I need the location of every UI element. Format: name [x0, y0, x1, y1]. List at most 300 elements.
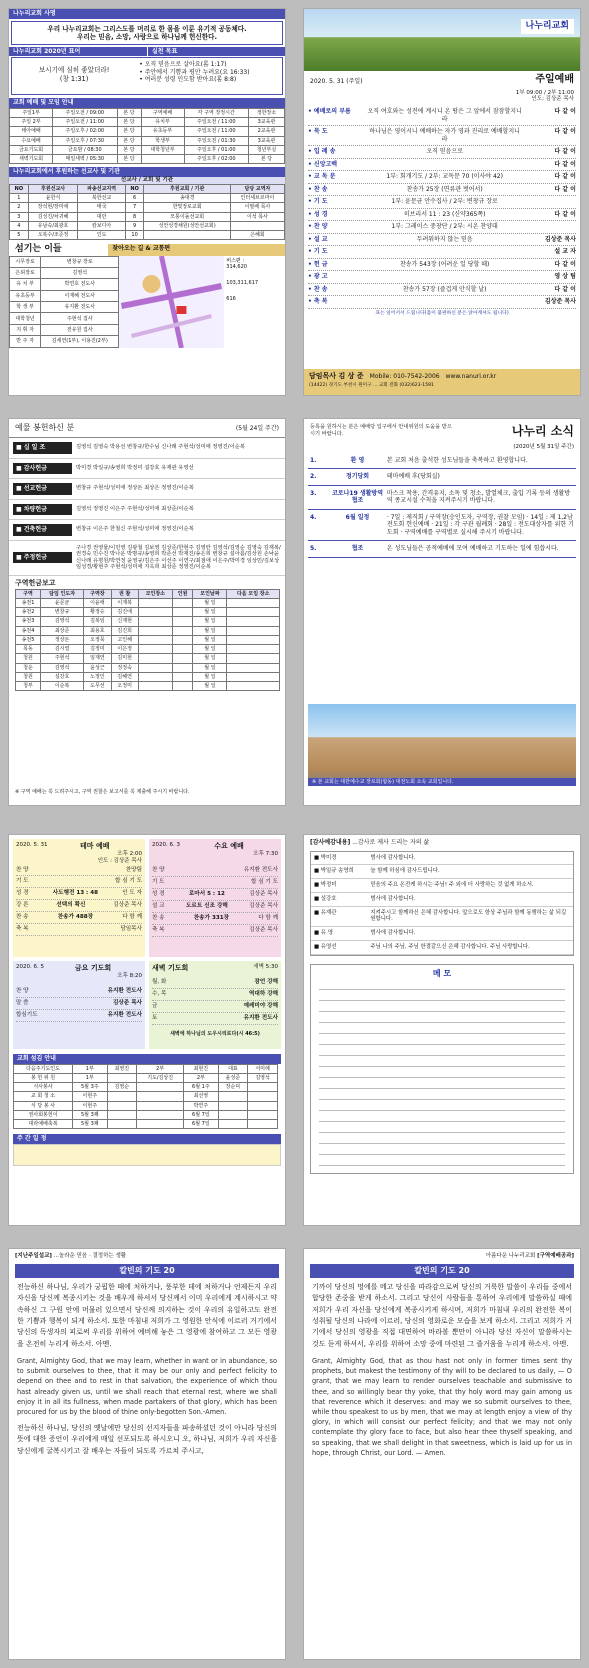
- thanks-item: [311, 852, 573, 866]
- table-cell: 1부: [73, 1073, 107, 1082]
- service-row: [152, 865, 278, 877]
- order-item: [308, 159, 576, 172]
- table-cell: [107, 1101, 137, 1110]
- table-cell: 대만: [78, 212, 125, 221]
- service-cell: 다 함 께: [258, 914, 278, 921]
- order-item: [308, 209, 576, 222]
- table-cell: 대표: [218, 1064, 248, 1073]
- table-cell: 정정숙: [111, 663, 138, 672]
- table-cell: 5: [10, 231, 29, 240]
- memo-line: [319, 1100, 565, 1111]
- table-cell: 주일오후 / 02:00: [184, 155, 248, 164]
- table-cell: 김영석: [40, 663, 83, 672]
- district-report-table: [15, 589, 280, 692]
- order-item: [308, 221, 576, 234]
- service-cell: 말 씀: [16, 999, 29, 1006]
- table-cell: 장순덕: [218, 1083, 248, 1092]
- staff-row: [10, 336, 119, 347]
- church-building-photo: [308, 704, 576, 786]
- table-cell: 대학청년부: [141, 145, 184, 154]
- news-number: 5.: [310, 545, 317, 553]
- wed-time: 오후 7:30: [253, 850, 278, 857]
- table-cell: 신재현: [111, 617, 138, 626]
- table-cell: 월 일: [193, 635, 227, 644]
- table-cell: 오정미: [111, 682, 138, 691]
- pastor-name: 담임목사 김 상 준: [309, 372, 364, 380]
- service-row: [16, 888, 142, 900]
- service-cell: 사도행전 13 : 48: [52, 890, 99, 897]
- church-map: [119, 256, 224, 348]
- offering-type: ■ 감사헌금: [13, 463, 72, 475]
- table-cell: 대라예배축복: [14, 1120, 73, 1129]
- table-cell: 설강호: [40, 672, 83, 681]
- vision-line: 우리는 믿음, 소망, 사랑으로 하나님께 헌신한다.: [76, 32, 217, 41]
- memo-line: [319, 1078, 565, 1089]
- table-cell: 3교육관: [249, 118, 285, 127]
- table-cell: [138, 635, 172, 644]
- offering-names: 변창규 주현석/성미애 정상돈 최상은 정영진/이순복: [75, 485, 194, 492]
- goal-item: • 오직 믿음으로 살아요(롬 1:17): [139, 61, 227, 69]
- mission-heading: 나누리교회에서 후원하는 선교사 및 기관: [9, 167, 285, 177]
- table-cell: 월 일: [193, 598, 227, 607]
- table-cell: 구역: [16, 589, 41, 598]
- table-cell: [172, 598, 193, 607]
- table-cell: 김세연(1부), 이용진(2부): [41, 336, 119, 347]
- service-cell: 토: [152, 1014, 158, 1021]
- table-cell: 고인혜: [111, 635, 138, 644]
- order-label: • 묵 도: [308, 128, 328, 136]
- service-cell: 김상준 목사: [249, 926, 278, 933]
- table-cell: [172, 608, 193, 617]
- order-item: [308, 196, 576, 209]
- table-cell: 김시열: [40, 645, 83, 654]
- service-cell: 역대하 강해: [249, 990, 278, 997]
- table-cell: 월 일: [193, 682, 227, 691]
- table-cell: 황정승: [84, 608, 111, 617]
- week-heading: 주 간 일 정: [13, 1134, 281, 1144]
- table-cell: 김영석: [41, 267, 119, 278]
- table-cell: 대학청년: [10, 313, 41, 324]
- table-cell: [138, 608, 172, 617]
- table-cell: 후원교회 / 기관: [144, 184, 230, 193]
- page-3-offerings: [8, 418, 286, 806]
- thanks-name: ■ 박정미: [314, 882, 337, 888]
- table-cell: 최현진: [184, 1064, 218, 1073]
- staff-row: [10, 302, 119, 313]
- table-cell: 북한선교: [78, 194, 125, 203]
- report-row: [16, 663, 280, 672]
- dawn-verse: 새벽에 하나님의 도우시리로다(시 46:5): [170, 1030, 260, 1037]
- church-website[interactable]: www.nanuri.or.kr: [445, 373, 497, 380]
- order-by: 다 같 이: [554, 185, 576, 193]
- staff-row: [10, 267, 119, 278]
- service-cell: 유지환 전도사: [107, 987, 142, 994]
- table-cell: 윤한식: [28, 194, 78, 203]
- mission-table: [9, 184, 285, 241]
- table-cell: [230, 221, 284, 230]
- table-cell: [227, 672, 280, 681]
- table-cell: 주일오후 / 07:30: [53, 136, 117, 145]
- table-cell: 본 당: [249, 155, 285, 164]
- table-cell: 유지환 전도사: [41, 302, 119, 313]
- table-cell: 시무장로: [10, 256, 41, 267]
- sermon-subheader: ...놀라운 믿음 · 결정하는 생활: [53, 1253, 127, 1259]
- news-content: 온 성도님들은 공적예배에 모여 예배하고 기도하는 일에 힘씁시다.: [386, 545, 559, 553]
- service-cell: 합 심 기 도: [251, 878, 278, 885]
- table-cell: 본 당: [117, 155, 141, 164]
- report-title: 구역헌금보고: [15, 578, 56, 587]
- table-cell: 후원선교사: [28, 184, 78, 193]
- table-cell: 인터셰브르마이: [230, 194, 284, 203]
- news-label: 6월 일정: [345, 513, 370, 521]
- thanks-name: ■ 박미경: [314, 854, 337, 861]
- report-row: [16, 654, 280, 663]
- order-content: 하나님은 영이시니 예배하는 자가 영과 진리로 예배할지니라: [369, 128, 520, 143]
- service-row: [16, 876, 142, 888]
- table-cell: 6월 1주: [184, 1083, 218, 1092]
- service-cell: 담임목사: [120, 926, 142, 933]
- report-row: [16, 598, 280, 607]
- table-cell: 유남숙/최광호: [28, 221, 78, 230]
- memo-line: [319, 1155, 565, 1166]
- news-item: [308, 486, 576, 510]
- offering-row: [9, 541, 285, 576]
- service-cell: 찬 송: [16, 914, 29, 921]
- table-cell: [137, 1110, 184, 1119]
- thanks-text: 지켜주시고 함께하신 은혜 감사합니다. 앞으로도 항상 주님과 함께 동행하는 삶 되길 원합니다.: [370, 909, 567, 923]
- order-by: 다 같 이: [554, 128, 576, 136]
- service-row: [16, 998, 142, 1010]
- service-date: 2020. 5. 31 (주일): [310, 78, 363, 85]
- table-cell: 본 당: [117, 136, 141, 145]
- table-cell: 목동: [16, 645, 41, 654]
- fri-title: 금요 기도회: [74, 964, 112, 972]
- table-cell: [218, 1120, 248, 1129]
- table-cell: 5월 3째: [73, 1120, 107, 1129]
- table-cell: [107, 1092, 137, 1101]
- table-cell: 주일오전 / 11:00: [53, 118, 117, 127]
- table-cell: [248, 1110, 278, 1119]
- table-cell: [172, 663, 193, 672]
- table-cell: [218, 1110, 248, 1119]
- lesson-header: 아름다운 나누리교회: [485, 1253, 536, 1259]
- table-cell: 금요기도회: [10, 145, 53, 154]
- order-item: [308, 184, 576, 197]
- order-by: 다 같 이: [554, 160, 576, 168]
- table-cell: [137, 1101, 184, 1110]
- table-cell: 인원: [172, 589, 193, 598]
- table-cell: 모인장소: [138, 589, 172, 598]
- memo-line: [319, 1133, 565, 1144]
- table-cell: [248, 1092, 278, 1101]
- table-cell: [227, 626, 280, 635]
- table-cell: 김미현: [111, 654, 138, 663]
- table-cell: 변창규: [40, 608, 83, 617]
- table-cell: 주일오후 / 02:00: [53, 127, 117, 136]
- order-by: 다 같 이: [554, 108, 576, 116]
- order-content: 오직 믿음으로: [426, 148, 464, 156]
- staff-row: [10, 290, 119, 301]
- mission-row: [10, 194, 285, 203]
- thanks-item: [311, 879, 573, 893]
- order-label: • 설 교: [308, 235, 328, 243]
- offering-title: 예물 봉헌하신 분: [15, 423, 75, 432]
- field-photo: [304, 9, 580, 71]
- offering-date: (5월 24일 주간): [235, 425, 279, 432]
- fri-date: 2020. 6. 5: [16, 964, 44, 970]
- prayer-korean: 기까이 당신의 멍에를 메고 당신을 따라감으로써 당신의 거룩한 말씀이 우리들 중에서 합당한 존중을 받게 하소서. 그리고 당신이 사람들을 통하여 우리에게 말씀하실 때에 저희가 우리 자신을 당신에게 복종시키게 하시며, 저희가 마침내 우리의 완전한 복이 성취될 당신의 나라에 이르러, 당신의 영화로운 모습을 보게 하소서. 그리고 저희가 거기에서 당신의 영광을 직접 대면하여 바라볼 뿐만이 아니라 당신 자신이 말씀하시는 것도 듣게 하셔서, 우리를 위하여 소망 중에 마련된 그 즐거움을 누리게 하소서. 아멘.: [312, 1282, 572, 1348]
- table-cell: 장석현/장미애: [28, 203, 78, 212]
- service-row: [152, 901, 278, 913]
- service-cell: 합 심 기 도: [115, 878, 142, 885]
- table-cell: [172, 617, 193, 626]
- order-content: 오직 여호와는 성전에 계시니 온 땅은 그 앞에서 잠잠할지니라: [367, 108, 522, 123]
- offering-row: [9, 459, 285, 480]
- bus-route: 616: [226, 296, 236, 303]
- duty-row: [14, 1064, 278, 1073]
- order-content: [367, 161, 522, 169]
- motto-text: 보시기에 심히 좋았더라!: [38, 66, 110, 75]
- order-item: [308, 271, 576, 284]
- prayer-korean-continued: 전능하신 하나님, 당신의 옛날에만 당신의 선지자들을 파송하셨던 것이 아니라 당신의 뜻에 대한 증언이 우리에게 매일 선포되도록 하시오니 오, 하나님, 저희가 우리 자신을 당신에게 굴복시키고 잘 배우는 자들이 되도록 가르쳐 주시고,: [17, 1424, 277, 1455]
- service-row: [152, 1001, 278, 1013]
- worship-row: [10, 118, 285, 127]
- order-label: • 헌 금: [308, 260, 328, 268]
- table-cell: 각 구역 장정시간: [184, 108, 248, 117]
- table-cell: 주일오전 / 09:00: [53, 108, 117, 117]
- table-cell: [172, 626, 193, 635]
- table-cell: 서미례: [248, 1064, 278, 1073]
- offering-names: 김영석 김영숙 박용선 변창규/한수님 신나래 주현석/성미애 정영진/이순복: [75, 444, 245, 451]
- order-by: 다 같 이: [554, 260, 576, 268]
- order-by: 영 상 팀: [554, 273, 576, 281]
- lesson-subheader: [구역예배공과]: [537, 1253, 574, 1259]
- table-cell: 이재복: [111, 598, 138, 607]
- thanks-item: [311, 865, 573, 879]
- mission-sub: 선교사 / 교회 및 기관: [9, 177, 285, 184]
- service-row: [16, 986, 142, 998]
- table-cell: 2부: [137, 1064, 184, 1073]
- thanks-name: ■ 설강호: [314, 895, 337, 902]
- order-item: [308, 106, 576, 126]
- order-label: • 광 고: [308, 273, 328, 281]
- table-cell: [227, 663, 280, 672]
- service-cell: 설 교: [152, 902, 165, 909]
- motto-box: [12, 58, 136, 94]
- offering-type: ■ 십 일 조: [13, 442, 72, 454]
- service-cell: 도르트 신조 강해: [186, 902, 228, 909]
- news-label: 정기당회: [345, 473, 370, 481]
- table-cell: [227, 654, 280, 663]
- news-content: 마스크 착용, 간격유지, 소독 및 청소, 발열체크, 출입 기록 등의 생활방역 종교시설 수칙을 지켜주시기 바랍니다.: [386, 489, 571, 505]
- service-cell: 찬 양: [152, 866, 165, 873]
- table-cell: [227, 617, 280, 626]
- table-cell: 구역장: [84, 589, 111, 598]
- service-cell: 예레미야 강해: [243, 1002, 278, 1009]
- table-cell: 도무선: [84, 682, 111, 691]
- prayer-title: 칼빈의 기도 20: [15, 1264, 279, 1278]
- order-by: [522, 223, 576, 231]
- order-item: [308, 146, 576, 159]
- order-content: 1부: 회개기도 / 2부: 교독문 70 (이사야 42): [386, 173, 503, 181]
- memo-line: [319, 1144, 565, 1155]
- memo-line: [319, 1034, 565, 1045]
- table-cell: 청원: [16, 672, 41, 681]
- news-item: [308, 453, 576, 470]
- news-label: 코로나19 생활방역 협조: [332, 489, 384, 505]
- news-content: · 7일 : 제직회 / 구역장(승인도자, 구역장, 권찰 모임) · 14일 : 제 1,2남전도회 헌신예배 · 21일 : 각 구관 월례회 · 28일 : 전도대상자를 위한 기도회 · 구역예배를 구역별로 실시해 주시기 바랍니다.: [386, 513, 574, 536]
- table-cell: 윤성준: [218, 1073, 248, 1082]
- thanks-name: ■ 유 영: [314, 930, 333, 936]
- order-label: • 찬 송: [308, 285, 328, 293]
- report-row: [16, 626, 280, 635]
- goal-item: • 여러분 성령 인도함 받아요(롬 8:8): [139, 76, 237, 84]
- table-cell: [172, 635, 193, 644]
- table-cell: 학 생 부: [10, 302, 41, 313]
- news-content: 본 교회 처음 출석한 성도님들을 축복하고 환영합니다.: [386, 456, 528, 464]
- prayer-title: 칼빈의 기도 20: [310, 1264, 574, 1278]
- table-cell: 은혜회: [230, 231, 284, 240]
- order-by: [522, 198, 576, 206]
- order-label: • 신앙고백: [308, 160, 338, 168]
- motto-ref: (창 1:31): [59, 74, 89, 83]
- table-cell: 7: [125, 203, 144, 212]
- table-cell: 3교육관: [249, 136, 285, 145]
- bus-title: 버스편 :: [226, 257, 245, 264]
- memo-line: [319, 1089, 565, 1100]
- offering-row: [9, 479, 285, 500]
- service-row: [152, 925, 278, 937]
- table-cell: 송천1: [16, 598, 41, 607]
- table-cell: 유초등부: [10, 290, 41, 301]
- service-row: [152, 877, 278, 889]
- order-of-service: [304, 106, 580, 309]
- goal-item: • 주안에서 기쁨과 평안 누려요(요 16:33): [139, 68, 250, 76]
- report-footer: ※ 구역 예배는 꼭 드려주시고, 구역 권찰은 보고서를 꼭 제출해 주시기 바랍니다.: [15, 788, 190, 795]
- news-title: 나누리 소식: [511, 424, 574, 438]
- memo-title: 메 모: [432, 968, 452, 978]
- service-title: 주일예배: [535, 74, 574, 85]
- order-content: 찬송가 543장 (어려운 일 당할 때): [399, 260, 490, 268]
- table-cell: [137, 1083, 184, 1092]
- service-cell: 금: [152, 1002, 158, 1009]
- page-6-thanks: [303, 834, 581, 1226]
- goal-list: [136, 58, 282, 94]
- table-cell: 윤문균: [40, 598, 83, 607]
- table-cell: 김진애: [111, 608, 138, 617]
- table-cell: 송천2: [16, 608, 41, 617]
- staff-row: [10, 279, 119, 290]
- service-cell: 성 경: [152, 890, 165, 897]
- goal-heading: 실천 목표: [147, 47, 285, 57]
- memo-line: [319, 1122, 565, 1133]
- news-date: (2020년 5월 31일 주간): [513, 444, 574, 450]
- order-content: 찬송가 25장 (면류관 벗어서): [406, 185, 483, 193]
- table-cell: 김정미: [84, 645, 111, 654]
- table-cell: 월 일: [193, 654, 227, 663]
- thanks-list: [310, 851, 574, 956]
- order-content: 1부: 윤문균 안수집사 / 2부: 변창규 장로: [391, 198, 498, 206]
- duty-row: [14, 1110, 278, 1119]
- thanks-item: [311, 893, 573, 907]
- service-cell: 김상준 목사: [249, 890, 278, 897]
- service-cell: 유지환 전도사: [243, 1014, 278, 1021]
- service-cell: 찬송가 331장: [193, 914, 230, 921]
- table-cell: 윤성근: [84, 663, 111, 672]
- table-cell: 주일 2부: [10, 118, 53, 127]
- sermon-header: [지난주일설교]: [15, 1253, 52, 1259]
- service-leader: 인도: 김상준 목사: [531, 96, 574, 103]
- worship-row: [10, 108, 285, 117]
- table-cell: [218, 1092, 248, 1101]
- table-cell: 주일오전 / 01:30: [184, 136, 248, 145]
- order-content: 1부: 그레이스 중창단 / 2부: 시온 찬양대: [391, 223, 498, 231]
- order-item: [308, 126, 576, 146]
- table-cell: 새벽기도회: [10, 155, 53, 164]
- service-row: [152, 977, 278, 989]
- table-cell: 송천3: [16, 617, 41, 626]
- order-content: [367, 298, 522, 306]
- theme-leader: 인도 : 김상준 목사: [97, 857, 142, 864]
- order-label: • 찬 송: [308, 185, 328, 193]
- table-cell: 월 일: [193, 608, 227, 617]
- vision-box: [11, 21, 283, 45]
- table-cell: 6월 7일: [184, 1120, 218, 1129]
- table-cell: 모퉁이돌선교회: [144, 212, 230, 221]
- table-cell: 주일오전 / 11:00: [184, 127, 248, 136]
- news-number: 3.: [310, 489, 317, 497]
- table-cell: 김영석: [248, 1073, 278, 1082]
- offering-list: [9, 438, 285, 576]
- photo-caption: ※ 본 교회는 대한예수교 장로회(합동) 대전노회 소속 교회입니다.: [308, 778, 576, 786]
- table-cell: [172, 672, 193, 681]
- prayer-english: Grant, Almighty God, that as thou hast not only in former times sent thy prophets, but makest the testimony of thy will to be declared to us daily, — O grant, that we may learn to render ourselves teachable and submissive to thee, and so willingly bear thy yoke, that thy holy word may gain among us that reverence which it deserves: and may we so submit ourselves to thee, while thou speakest to us by men, that we may at length enjoy a view of thy glory, in which will consist our perfect felicity; and that we may not only contemplate thy glory face to face, but also hear thee thyself speaking, and so speaking, that we shall delight in that sweetness, which is laid up for us in hope, through Christ, our Lord. — Amen.: [312, 1356, 572, 1457]
- table-cell: 권사회봉헌이: [14, 1110, 73, 1119]
- worship-heading: 교회 예배 및 모임 안내: [9, 98, 285, 108]
- table-cell: 성안성경채원(성안선교회): [144, 221, 230, 230]
- worship-row: [10, 136, 285, 145]
- table-cell: 8: [125, 212, 144, 221]
- order-label: • 성 경: [308, 210, 328, 218]
- prayer-english: Grant, Almighty God, that we may learn, whether in want or in abundance, so to submit ourselves to thee, that it may be our only and perfect felicity to depend on thee and to rest in that salvation, the experience of which thou hast already given us, until we shall reach that eternal rest, where we shall enjoy it in all its fullness, when made partakers of that glory, which has been procured for us by the blood of thine only-begotten Son.-Amen.: [17, 1356, 277, 1416]
- duty-row: [14, 1120, 278, 1129]
- service-cell: 찬송가 488장: [57, 914, 94, 921]
- service-cell: 선택의 확신: [56, 902, 86, 909]
- mission-row: [10, 212, 285, 221]
- thanks-text: 주님 나의 주님, 주님 한결같으신 은혜 감사합니다. 주님 사랑합니다.: [370, 943, 530, 950]
- fri-time: 오후 8:20: [117, 972, 142, 979]
- service-cell: 축 복: [152, 926, 165, 933]
- table-cell: 이순복: [40, 682, 83, 691]
- table-cell: 담임 인도자: [40, 589, 83, 598]
- order-by: 설 교 자: [554, 248, 576, 256]
- thanks-item: [311, 907, 573, 928]
- table-cell: 김영석: [40, 617, 83, 626]
- table-cell: 식 당 봉 사: [14, 1101, 73, 1110]
- table-cell: 봉 헌 위 원: [14, 1073, 73, 1082]
- service-row: [16, 1010, 142, 1022]
- table-cell: 금요밤 / 08:30: [53, 145, 117, 154]
- duty-row: [14, 1083, 278, 1092]
- table-cell: 교 회 청 소: [14, 1092, 73, 1101]
- service-row: [152, 913, 278, 925]
- motto-heading: 나누리교회 2020년 표어: [9, 47, 147, 57]
- table-cell: [248, 1083, 278, 1092]
- order-item: [308, 234, 576, 247]
- theme-title: 테마 예배: [80, 842, 110, 850]
- order-by: 다 같 이: [554, 173, 576, 181]
- thanks-name: ■ 유영선: [314, 943, 337, 950]
